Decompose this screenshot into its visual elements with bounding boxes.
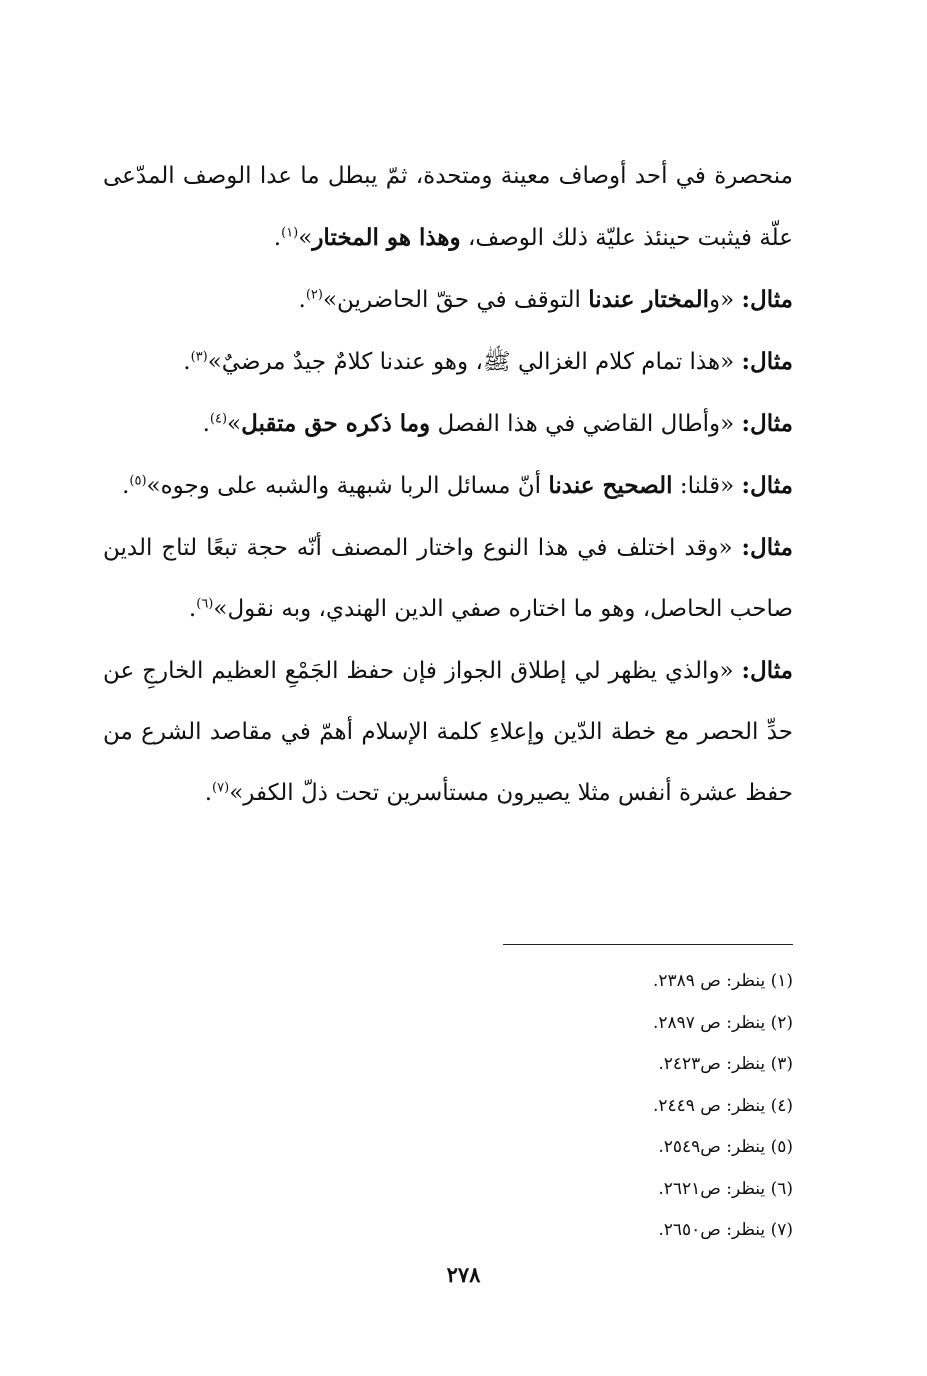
paragraph-text: «قلنا: — [672, 473, 742, 499]
footnote-marker: (٧) — [212, 780, 230, 796]
paragraph-end: . — [202, 411, 210, 437]
emphasis-text: وهذا هو المختار — [312, 224, 461, 251]
footnote-5: (٥) ينظر: ص٢٥٤٩. — [658, 1137, 793, 1157]
emphasis-text: الصحيح عندنا — [548, 472, 673, 499]
paragraph-example-5 — [103, 455, 793, 517]
paragraph-example-3 — [103, 331, 793, 393]
paragraph-end: . — [204, 780, 213, 806]
paragraph-text: «والذي يظهر لي إطلاق الجواز فإن حفظ الجَمْعِ العظيم الخارجِ عن حدِّ الحصر مع خطة الدّين وإعلاءِ كلمة الإسلام أهمّ في مقاصد الشرع من حفظ عشرة أنفس مثلا يصيرون مستأسرين تحت ذلّ الكفر» — [103, 658, 793, 806]
footnote-4: (٤) ينظر: ص ٢٤٤٩. — [652, 1095, 793, 1116]
example-label: مثال: — [741, 534, 793, 561]
footnote-6: (٦) ينظر: ص٢٦٢١. — [658, 1178, 793, 1199]
paragraph-text: «وقد اختلف في هذا النوع واختار المصنف أنّه حجة تبعًا لتاج الدين صاحب الحاصل، وهو ما اختاره صفي الدين الهندي، وبه نقول» — [103, 535, 793, 622]
paragraph-end: . — [298, 287, 306, 313]
footnote-7: (٧) ينظر: ص٢٦٥٠. — [658, 1220, 793, 1240]
paragraph-text: «و — [709, 287, 742, 313]
footnote-marker: (٤) — [209, 411, 228, 427]
footnote-marker: (٢) — [305, 287, 323, 303]
footnote-marker: (٦) — [196, 596, 214, 612]
example-label: مثال: — [741, 348, 793, 375]
paragraph-example-4 — [103, 393, 793, 455]
footnotes-section — [343, 961, 793, 1252]
example-label: مثال: — [741, 410, 793, 437]
paragraph-1 — [103, 146, 793, 269]
example-label: مثال: — [741, 657, 793, 684]
footnote-marker: (١) — [281, 225, 299, 241]
example-label: مثال: — [741, 472, 793, 499]
paragraph-text: التوقف في حقّ الحاضرين» — [322, 287, 589, 313]
paragraph-example-7 — [103, 640, 793, 824]
page-number: ٢٧٨ — [446, 1262, 481, 1287]
paragraph-text: » — [227, 411, 242, 437]
footnote-1: (١) ينظر: ص ٢٣٨٩. — [652, 971, 793, 991]
footnote-2: (٢) ينظر: ص ٢٨٩٧. — [652, 1012, 793, 1033]
footnote-3: (٣) ينظر: ص٢٤٢٣. — [658, 1054, 793, 1074]
paragraph-end: . — [122, 473, 130, 499]
paragraph-text: «وأطال القاضي في هذا الفصل — [430, 411, 742, 437]
paragraph-example-6 — [103, 517, 793, 640]
example-label: مثال: — [741, 286, 793, 313]
paragraph-end: . — [273, 225, 282, 251]
emphasis-text: المختار عندنا — [588, 286, 710, 313]
paragraph-text: » — [298, 225, 313, 251]
paragraph-text: منحصرة في أحد أوصاف معينة ومتحدة، ثمّ يبطل ما عدا الوصف المدّعى علّة فيثبت حينئذ عليّة ذلك الوصف، — [103, 163, 793, 251]
emphasis-text: وما ذكره حق متقبل — [241, 410, 431, 437]
footnote-marker: (٥) — [129, 473, 147, 489]
paragraph-text: أنّ مسائل الربا شبهية والشبه على وجوه» — [146, 473, 549, 499]
main-text — [103, 146, 793, 824]
footnote-divider — [503, 944, 793, 945]
paragraph-text: «هذا تمام كلام الغزالي ﷺ، وهو عندنا كلامٌ جيدٌ مرضيٌ» — [207, 349, 742, 375]
paragraph-example-2 — [103, 269, 793, 331]
footnote-marker: (٣) — [190, 349, 208, 365]
paragraph-end: . — [188, 596, 197, 622]
paragraph-end: . — [183, 349, 191, 375]
